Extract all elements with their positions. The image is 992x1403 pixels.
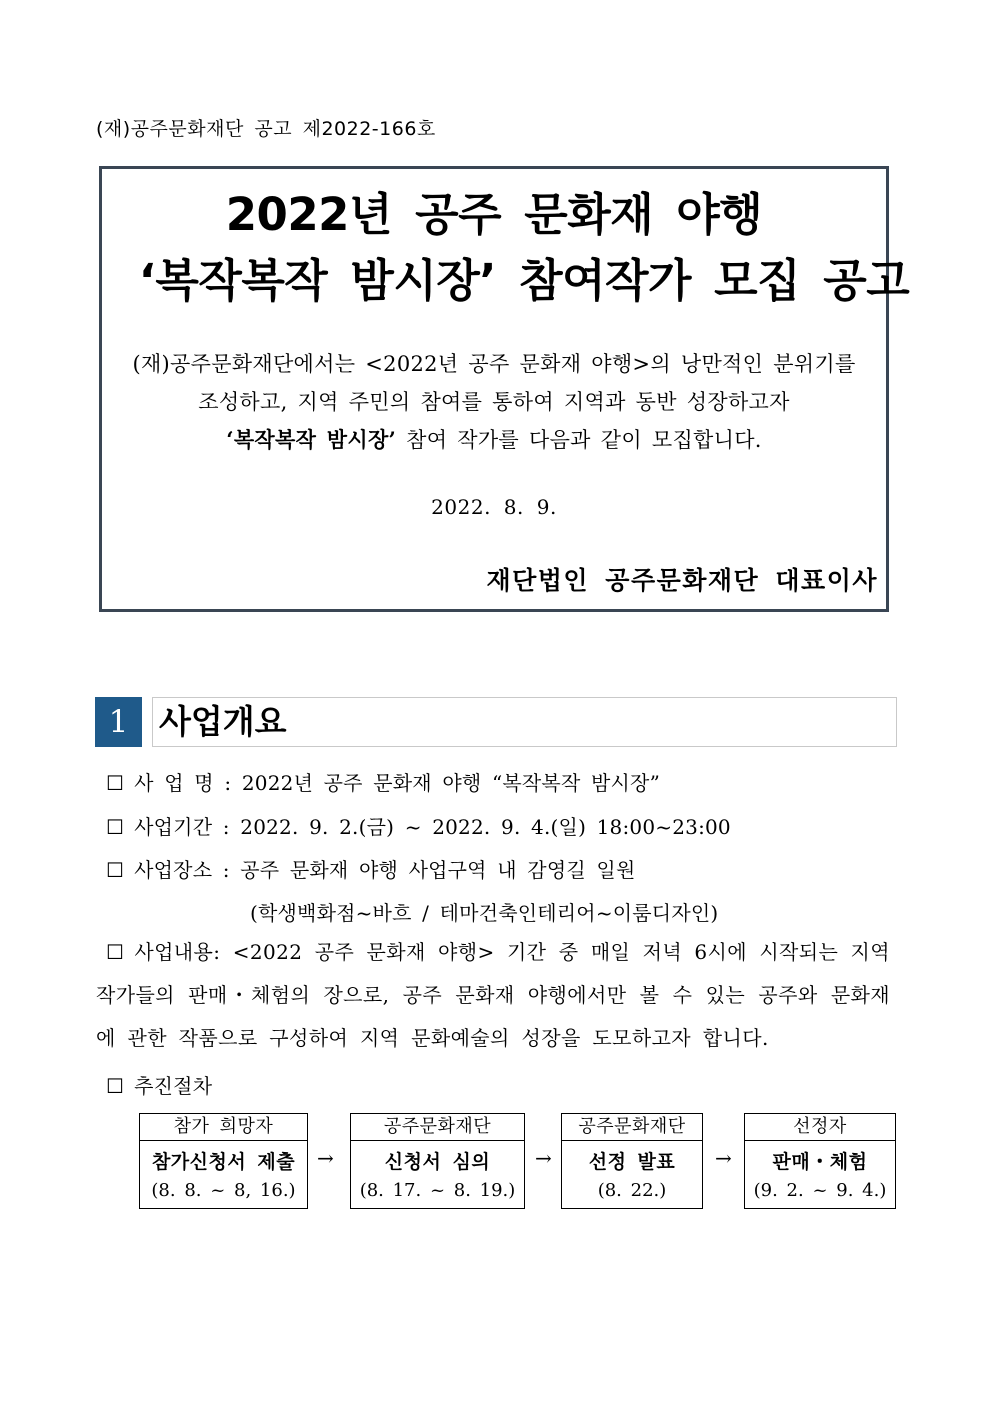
flow-step-main: 참가신청서 제출 (151, 1151, 296, 1173)
intro-market-name: ‘복작복작 밤시장’ (226, 427, 397, 452)
flow-step-date: (8. 8. ~ 8, 16.) (151, 1180, 296, 1201)
checkbox-icon: ☐ (106, 771, 125, 795)
flow-step-head: 참가 희망자 (140, 1114, 307, 1141)
business-place-text: 사업장소 : 공주 문화재 야행 사업구역 내 감영길 일원 (134, 858, 636, 882)
flow-step-main: 신청서 심의 (384, 1151, 491, 1173)
flow-step-head: 선정자 (745, 1114, 895, 1141)
flow-step-main: 판매・체험 (772, 1151, 868, 1173)
flow-step-announce (561, 1113, 703, 1209)
place-detail: (학생백화점~바흐 / 테마건축인테리어~이룸디자인) (250, 901, 719, 925)
section-title: 사업개요 (159, 702, 287, 741)
flow-step-head: 공주문화재단 (562, 1114, 702, 1141)
intro-line-3 (102, 421, 886, 459)
section-title-box (152, 697, 897, 747)
signature: 재단법인 공주문화재단 대표이사 (486, 566, 878, 595)
intro-text (102, 345, 886, 459)
flow-step-date: (8. 22.) (597, 1180, 667, 1201)
flow-step-date: (8. 17. ~ 8. 19.) (359, 1180, 516, 1201)
title-box (99, 166, 910, 612)
notice-date: 2022. 8. 9. (431, 495, 557, 519)
notice-number: (재)공주문화재단 공고 제2022-166호 (96, 118, 436, 140)
arrow-icon: → (715, 1146, 732, 1170)
flow-step-main: 선정 발표 (588, 1151, 676, 1173)
arrow-icon: → (317, 1146, 334, 1170)
checkbox-icon: ☐ (106, 815, 125, 839)
item-business-name (106, 767, 660, 796)
title-line-2: ‘복작복작 밤시장’ 참여작가 모집 공고 (138, 254, 910, 307)
arrow-icon: → (535, 1146, 552, 1170)
flow-step-review (350, 1113, 525, 1209)
intro-line-2: 조성하고, 지역 주민의 참여를 통하여 지역과 동반 성장하고자 (198, 390, 790, 414)
checkbox-icon: ☐ (106, 858, 125, 882)
item-business-place (106, 854, 635, 883)
flow-step-head: 공주문화재단 (351, 1114, 524, 1141)
procedure-text: 추진절차 (134, 1074, 213, 1098)
flow-step-date: (9. 2. ~ 9. 4.) (753, 1180, 887, 1201)
business-period-text: 사업기간 : 2022. 9. 2.(금) ~ 2022. 9. 4.(일) 18:00~23:00 (134, 815, 731, 839)
item-business-content (96, 931, 890, 1060)
title-line-1: 2022년 공주 문화재 야행 (225, 188, 763, 241)
checkbox-icon: ☐ (106, 940, 125, 964)
item-procedure (106, 1070, 212, 1099)
section-number: 1 (95, 697, 142, 747)
checkbox-icon: ☐ (106, 1074, 125, 1098)
item-business-period (106, 811, 731, 840)
flow-step-applicant (139, 1113, 308, 1209)
flow-step-selected (744, 1113, 896, 1209)
business-name-text: 사 업 명 : 2022년 공주 문화재 야행 “복작복작 밤시장” (134, 771, 661, 795)
intro-line-1: (재)공주문화재단에서는 <2022년 공주 문화재 야행>의 낭만적인 분위기를 (132, 352, 856, 376)
business-content-text: 사업내용: <2022 공주 문화재 야행> 기간 중 매일 저녁 6시에 시작되는 지역 작가들의 판매・체험의 장으로, 공주 문화재 야행에서만 볼 수 있는 공주와 문화재에 관한 작품으로 구성하여 지역 문화예술의 성장을 도모하고자 합니다. (96, 940, 890, 1050)
intro-line-3-rest: 참여 작가를 다음과 같이 모집합니다. (396, 428, 762, 452)
